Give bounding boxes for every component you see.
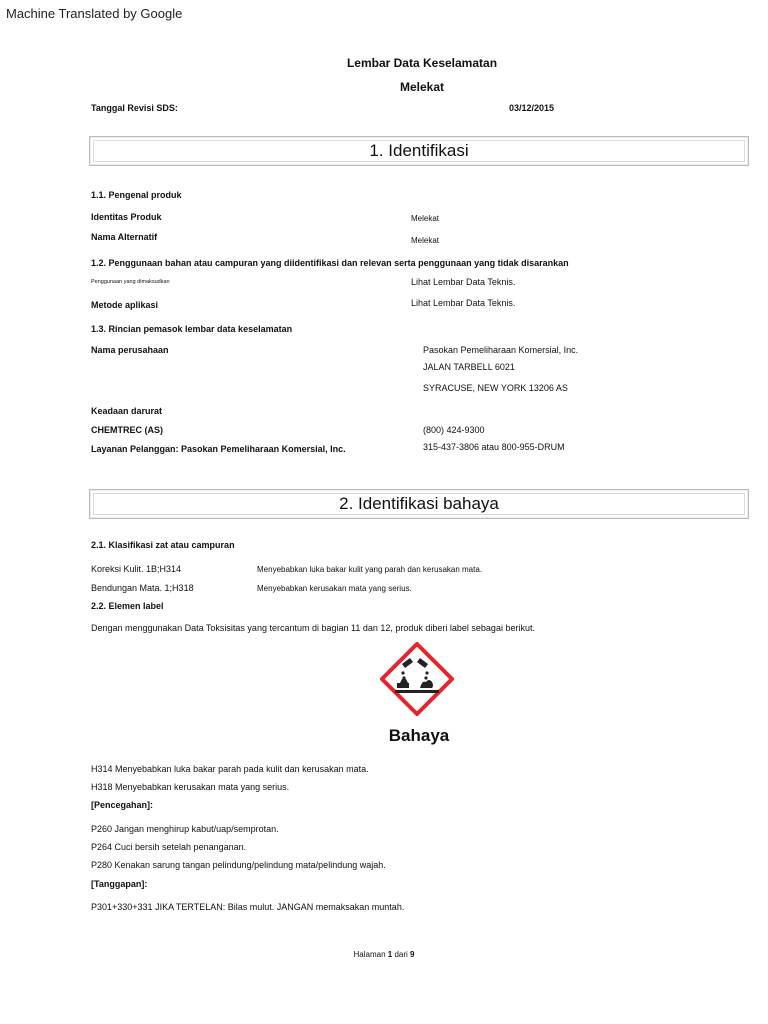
- intended-use-label: Penggunaan yang dimaksudkan: [91, 279, 170, 285]
- label-intro: Dengan menggunakan Data Toksisitas yang tercantum di bagian 11 dan 12, produk diberi label sebagai berikut.: [91, 623, 535, 633]
- section-1-title: 1. Identifikasi: [369, 141, 469, 160]
- intended-use-value: Lihat Lembar Data Teknis.: [411, 277, 516, 287]
- address-line-1: JALAN TARBELL 6021: [423, 362, 515, 372]
- revision-label: Tanggal Revisi SDS:: [91, 103, 178, 113]
- classification-2-description: Menyebabkan kerusakan mata yang serius.: [257, 584, 412, 593]
- section-2-header: [89, 489, 749, 519]
- prevention-p280: P280 Kenakan sarung tangan pelindung/pelindung mata/pelindung wajah.: [91, 860, 386, 870]
- method-label: Metode aplikasi: [91, 300, 159, 310]
- page-number: 1: [387, 950, 393, 959]
- page-footer: [0, 950, 768, 959]
- section-1-2-heading: 1.2. Penggunaan bahan atau campuran yang diidentifikasi dan relevan serta penggunaan yang tidak disarankan: [91, 258, 569, 268]
- prevention-p264: P264 Cuci bersih setelah penanganan.: [91, 842, 247, 852]
- chemtrec-phone: (800) 424-9300: [423, 425, 485, 435]
- classification-1: Koreksi Kulit. 1B;H314: [91, 564, 182, 574]
- page-total: 9: [410, 950, 415, 959]
- address-line-2: SYRACUSE, NEW YORK 13206 AS: [423, 383, 568, 393]
- prevention-heading: [Pencegahan]:: [91, 800, 154, 810]
- alt-name-label: Nama Alternatif: [91, 232, 158, 242]
- classification-1-description: Menyebabkan luka bakar kulit yang parah dan kerusakan mata.: [257, 565, 483, 574]
- machine-translation-banner: Machine Translated by Google: [6, 6, 183, 21]
- page-footer-middle: dari: [392, 950, 411, 959]
- section-1-3-heading: 1.3. Rincian pemasok lembar data keselamatan: [91, 324, 293, 334]
- prevention-p260: P260 Jangan menghirup kabut/uap/semprotan.: [91, 824, 279, 834]
- section-2-title: 2. Identifikasi bahaya: [339, 494, 499, 513]
- company-label: Nama perusahaan: [91, 345, 169, 355]
- document-title: Lembar Data Keselamatan: [346, 56, 498, 70]
- classification-2: Bendungan Mata. 1;H318: [91, 583, 194, 593]
- section-1-header: [89, 136, 749, 166]
- revision-date: 03/12/2015: [509, 103, 555, 113]
- section-1-1-heading: 1.1. Pengenal produk: [91, 190, 182, 200]
- section-2-1-heading: 2.1. Klasifikasi zat atau campuran: [91, 540, 235, 550]
- section-2-2-heading: 2.2. Elemen label: [91, 601, 164, 611]
- response-heading: [Tanggapan]:: [91, 879, 148, 889]
- page-footer-prefix: Halaman: [353, 950, 388, 959]
- product-title: Melekat: [399, 80, 445, 94]
- company-name: Pasokan Pemeliharaan Komersial, Inc.: [423, 345, 579, 355]
- product-id-label: Identitas Produk: [91, 212, 162, 222]
- hazard-statement-h318: H318 Menyebabkan kerusakan mata yang serius.: [91, 782, 290, 792]
- chemtrec-label: CHEMTREC (AS): [91, 425, 163, 435]
- method-value: Lihat Lembar Data Teknis.: [411, 298, 516, 308]
- alt-name-value: Melekat: [411, 236, 440, 245]
- hazard-statement-h314: H314 Menyebabkan luka bakar parah pada kulit dan kerusakan mata.: [91, 764, 369, 774]
- emergency-label: Keadaan darurat: [91, 406, 163, 416]
- response-p301: P301+330+331 JIKA TERTELAN: Bilas mulut. JANGAN memaksakan muntah.: [91, 902, 405, 912]
- customer-service-phone: 315-437-3806 atau 800-955-DRUM: [423, 442, 565, 452]
- corrosion-pictogram-icon: [380, 642, 454, 716]
- customer-service-label: Layanan Pelanggan: Pasokan Pemeliharaan Komersial, Inc.: [91, 444, 346, 454]
- signal-word: Bahaya: [388, 726, 450, 745]
- product-id-value: Melekat: [411, 214, 440, 223]
